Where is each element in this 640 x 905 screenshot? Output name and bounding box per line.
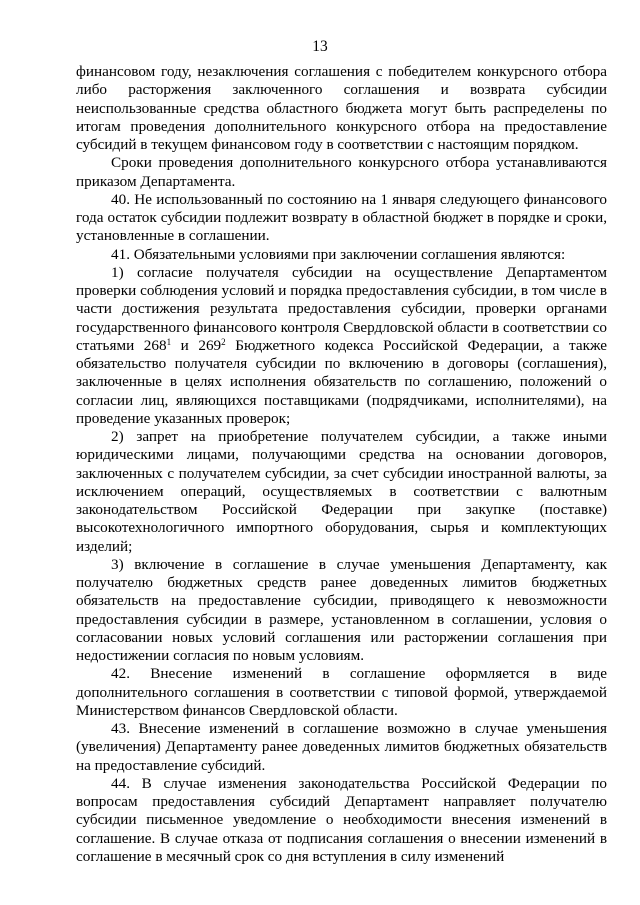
document-body xyxy=(76,63,607,866)
paragraph-43: 43. Внесение изменений в соглашение возможно в случае уменьшения (увеличения) Департаменту ранее доведенных лимитов бюджетных обязательств на предоставление субсидий. xyxy=(76,720,607,774)
paragraph-41-item-2: 2) запрет на приобретение получателем субсидии, а также иными юридическими лицами, получающими средства на основании договоров, заключенных с получателем субсидии, за счет субсидии иностранной валюты, за исключением операций, осуществляемых в соответствии с валютным законодательством Российской Федерации при закупке (поставке) высокотехнологичного импортного оборудования, сырья и комплектующих изделий; xyxy=(76,428,607,555)
paragraph-41: 41. Обязательными условиями при заключении соглашения являются: xyxy=(111,245,566,263)
paragraph-selection-timing: Сроки проведения дополнительного конкурсного отбора устанавливаются приказом Департамента. xyxy=(76,154,607,190)
paragraph-44: 44. В случае изменения законодательства Российской Федерации по вопросам предоставления субсидий Департамент направляет получателю субсидии письменное уведомление о необходимости внесения изменений в соглашение. В случае отказа от подписания соглашения о внесении изменений в соглашение в месячный срок со дня вступления в силу изменений xyxy=(76,774,607,865)
paragraph-41-item-3: 3) включение в соглашение в случае уменьшения Департаменту, как получателю бюджетных средств ранее доведенных лимитов бюджетных обязательств на предоставление субсидии, приводящего к невозможности предоставления субсидии в размере, установленном в соглашении, условия о согласовании новых условий соглашения или расторжении соглашения при недостижении согласия по новым условиям. xyxy=(76,555,607,664)
page-number: 13 xyxy=(312,38,328,55)
paragraph-41-item-1: 1) согласие получателя субсидии на осуществление Департаментом проверки соблюдения условий и порядка предоставления субсидии, в том числе в части достижения результата предоставления субсидии, проверки органами государственного финансового контроля Свердловской области в соответствии со статьями $268^1$ и $269^2$ Бюджетного кодекса Российской Федерации, а также обязательство получателя субсидии по включению в договоры (соглашения), заключенные в целях исполнения обязательств по соглашению, положений о согласии лиц, являющихся поставщиками (подрядчиками, исполнителями), на проведение указанных проверок; xyxy=(76,263,607,427)
paragraph-40: 40. Не использованный по состоянию на 1 января следующего финансового года остаток субсидии подлежит возврату в областной бюджет в порядке и сроки, установленные в соглашении. xyxy=(76,190,607,245)
paragraph-continued: финансовом году, незаключения соглашения с победителем конкурсного отбора либо расторжения заключенного соглашения и возврата субсидии неиспользованные средства областного бюджета могут быть распределены по итогам проведения дополнительного конкурсного отбора на предоставление субсидий в текущем финансовом году в соответствии с настоящим порядком. xyxy=(76,63,607,153)
paragraph-42: 42. Внесение изменений в соглашение оформляется в виде дополнительного соглашения в соответствии с типовой формой, утверждаемой Министерством финансов Свердловской области. xyxy=(76,665,607,719)
